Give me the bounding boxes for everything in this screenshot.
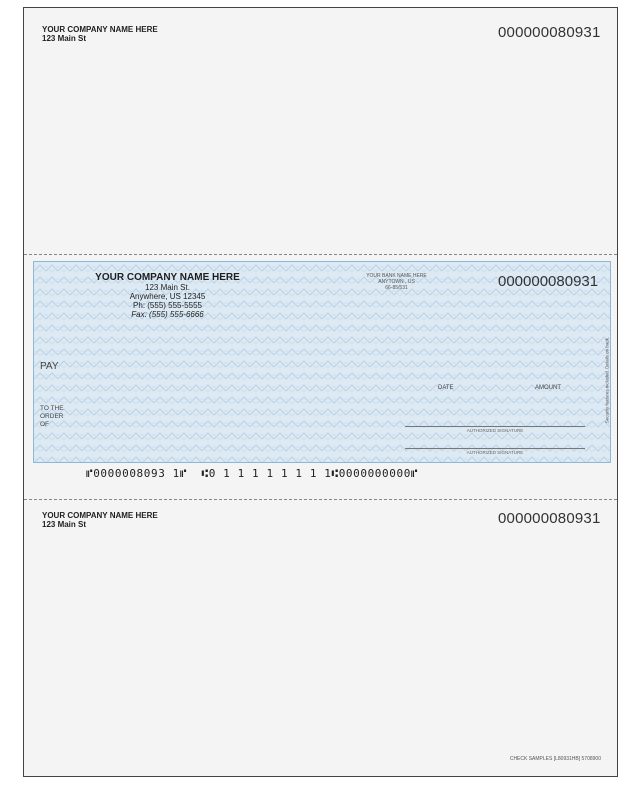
signature-label-1: AUTHORIZED SIGNATURE: [466, 428, 524, 433]
top-stub-check-number: 000000080931: [498, 24, 601, 41]
pay-label: PAY: [40, 361, 59, 372]
bank-name: YOUR BANK NAME HERE: [366, 273, 427, 279]
signature-label-2: AUTHORIZED SIGNATURE: [466, 450, 524, 455]
order-label-line: TO THE: [40, 405, 64, 412]
top-perforation: [24, 254, 617, 255]
top-stub-company: [42, 25, 158, 43]
order-label: [40, 405, 80, 429]
check-number: 000000080931: [498, 273, 599, 290]
check-company-block: [90, 272, 245, 319]
check-address-line: 123 Main St.: [145, 283, 190, 292]
bank-routing-fraction: 66-85/531: [385, 285, 408, 291]
signature-line-2: [405, 448, 585, 449]
bottom-perforation: [24, 499, 617, 500]
security-notice-text: Security features included. Details on back.: [604, 336, 610, 424]
check-body: [33, 261, 611, 463]
bottom-stub-company: [42, 511, 158, 529]
order-label-line: ORDER: [40, 413, 64, 420]
check-company-name: YOUR COMPANY NAME HERE: [95, 272, 240, 283]
order-label-line: OF: [40, 421, 50, 428]
check-phone: Ph: (555) 555-5555: [133, 301, 202, 310]
bank-city: ANYTOWN , US: [378, 279, 415, 285]
top-stub-company-name: YOUR COMPANY NAME HERE: [42, 25, 158, 34]
check-sheet: [23, 7, 618, 777]
security-notice: [602, 310, 612, 450]
date-label: DATE: [438, 385, 454, 391]
micr-line: ⑈0000008093 1⑈ ⑆0 1 1 1 1 1 1 1 1⑆0000000000⑈: [86, 467, 419, 480]
bottom-stub-address: 123 Main St: [42, 520, 87, 529]
bank-info: [349, 273, 444, 291]
top-stub-address: 123 Main St: [42, 34, 87, 43]
amount-label: AMOUNT: [535, 385, 561, 391]
check-fax: Fax: (555) 555-6666: [131, 310, 204, 319]
footer-sample-code: CHECK SAMPLES [L80931HB] 5708900: [509, 756, 601, 762]
bottom-stub-check-number: 000000080931: [498, 510, 601, 527]
bottom-stub-company-name: YOUR COMPANY NAME HERE: [42, 511, 158, 520]
check-address-line: Anywhere, US 12345: [129, 292, 206, 301]
signature-line-1: [405, 426, 585, 427]
